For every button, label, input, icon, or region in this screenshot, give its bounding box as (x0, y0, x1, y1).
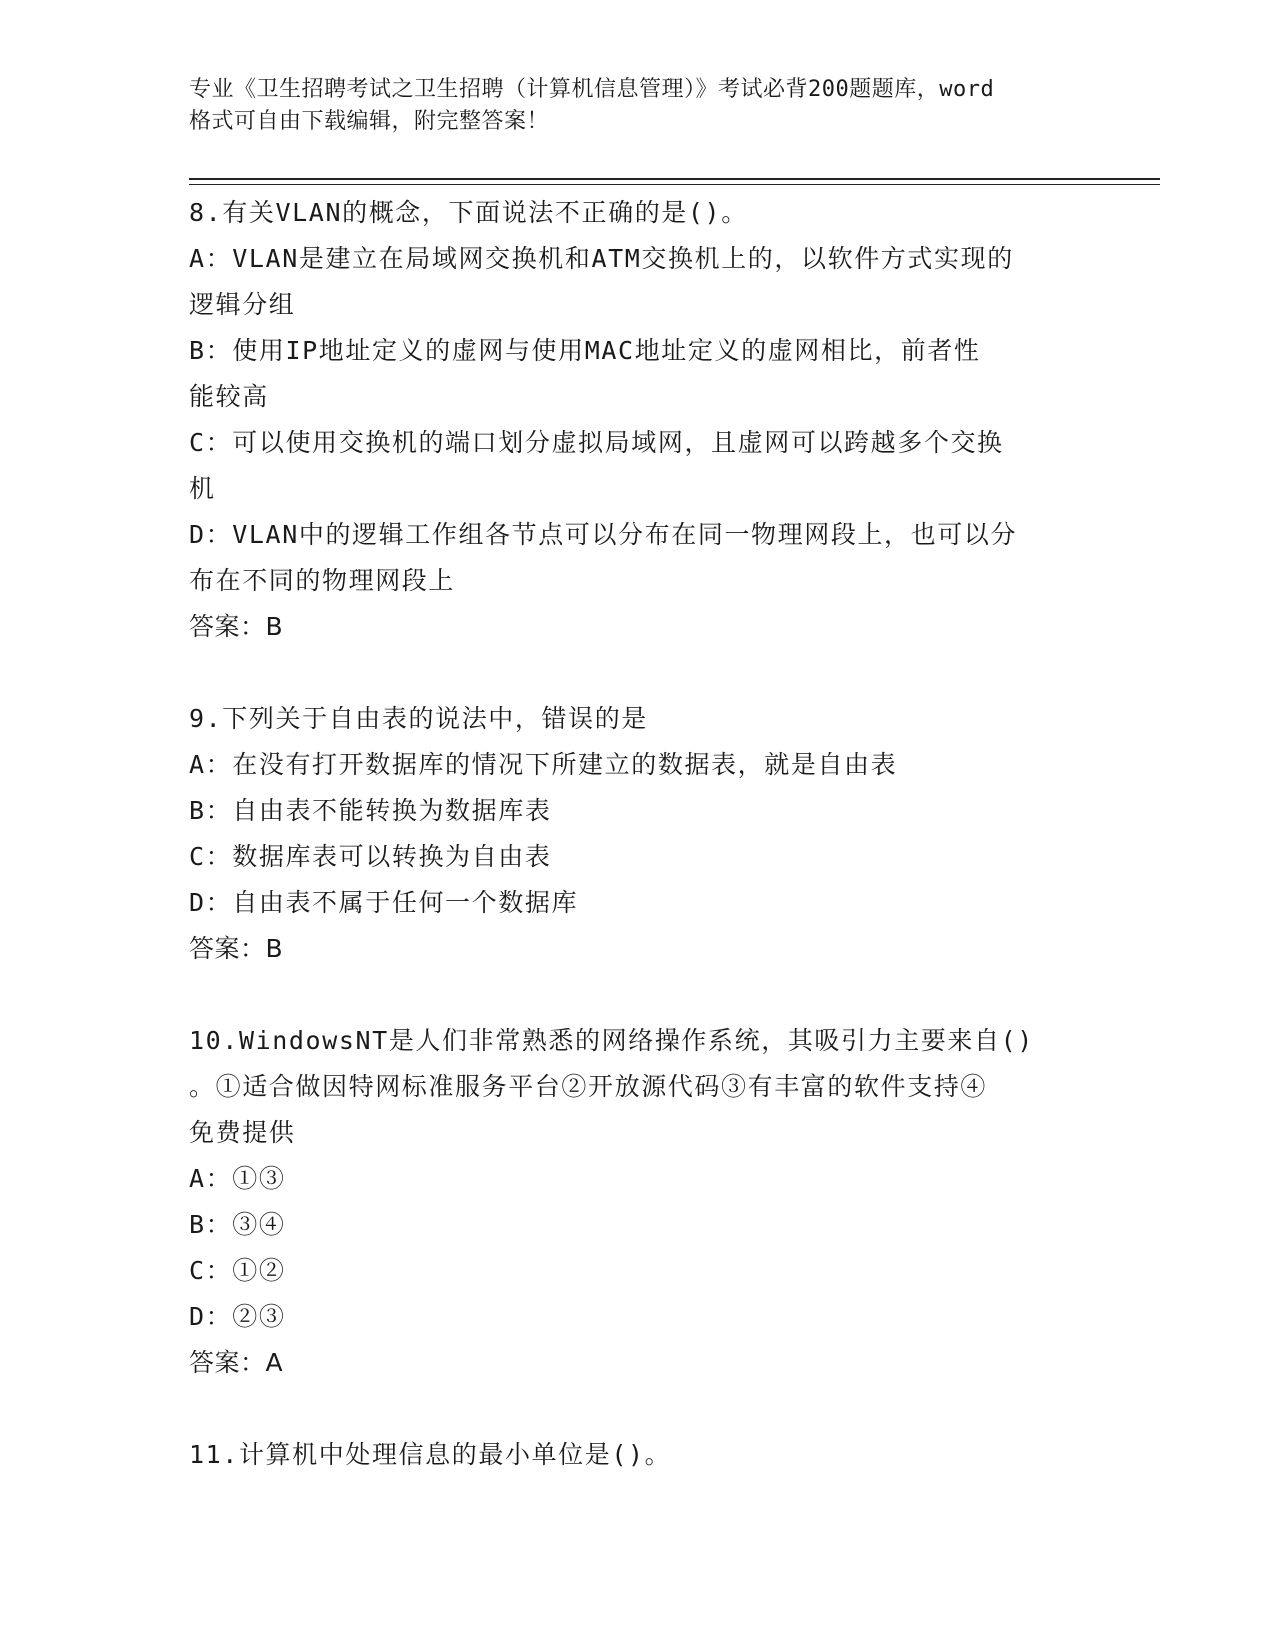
question-stem: 8.有关VLAN的概念，下面说法不正确的是()。 (189, 198, 748, 227)
option-b: B：自由表不能转换为数据库表 (189, 796, 552, 825)
question-list (189, 190, 1099, 1478)
option-d: D：VLAN中的逻辑工作组各节点可以分布在同一物理网段上，也可以分 布在不同的物理网段上 (189, 520, 1018, 595)
answer-label: 答案：B (189, 612, 284, 641)
question-stem: 10.WindowsNT是人们非常熟悉的网络操作系统，其吸引力主要来自() (189, 1026, 1034, 1055)
header-line-2: 格式可自由下载编辑，附完整答案！ (189, 109, 550, 134)
spacer (189, 650, 1099, 696)
header-line-1: 专业《卫生招聘考试之卫生招聘（计算机信息管理）》考试必背200题题库，word (189, 77, 995, 102)
option-a: A：在没有打开数据库的情况下所建立的数据表，就是自由表 (189, 750, 898, 779)
spacer (189, 972, 1099, 1018)
question-10 (189, 1018, 1099, 1386)
option-c: C：数据库表可以转换为自由表 (189, 842, 552, 871)
question-stem: 11.计算机中处理信息的最小单位是()。 (189, 1440, 672, 1469)
document-header (189, 74, 1109, 138)
answer-label: 答案：A (189, 1348, 284, 1377)
question-stem-cont: 免费提供 (189, 1118, 296, 1147)
option-c: C：①② (189, 1256, 286, 1285)
option-a: A：①③ (189, 1164, 286, 1193)
option-d: D：②③ (189, 1302, 286, 1331)
question-11 (189, 1432, 1099, 1478)
header-rule-thin (189, 184, 1160, 185)
spacer (189, 1386, 1099, 1432)
question-9 (189, 696, 1099, 972)
option-d: D：自由表不属于任何一个数据库 (189, 888, 579, 917)
question-stem: 9.下列关于自由表的说法中，错误的是 (189, 704, 648, 733)
answer-label: 答案：B (189, 934, 284, 963)
option-a: A：VLAN是建立在局域网交换机和ATM交换机上的，以软件方式实现的 逻辑分组 (189, 244, 1014, 319)
option-b: B：使用IP地址定义的虚网与使用MAC地址定义的虚网相比，前者性 能较高 (189, 336, 981, 411)
option-c: C：可以使用交换机的端口划分虚拟局域网，且虚网可以跨越多个交换 机 (189, 428, 1004, 503)
option-b: B：③④ (189, 1210, 286, 1239)
question-stem-cont: 。①适合做因特网标准服务平台②开放源代码③有丰富的软件支持④ (189, 1072, 988, 1101)
question-8 (189, 190, 1099, 650)
header-rule-thick (189, 178, 1160, 180)
